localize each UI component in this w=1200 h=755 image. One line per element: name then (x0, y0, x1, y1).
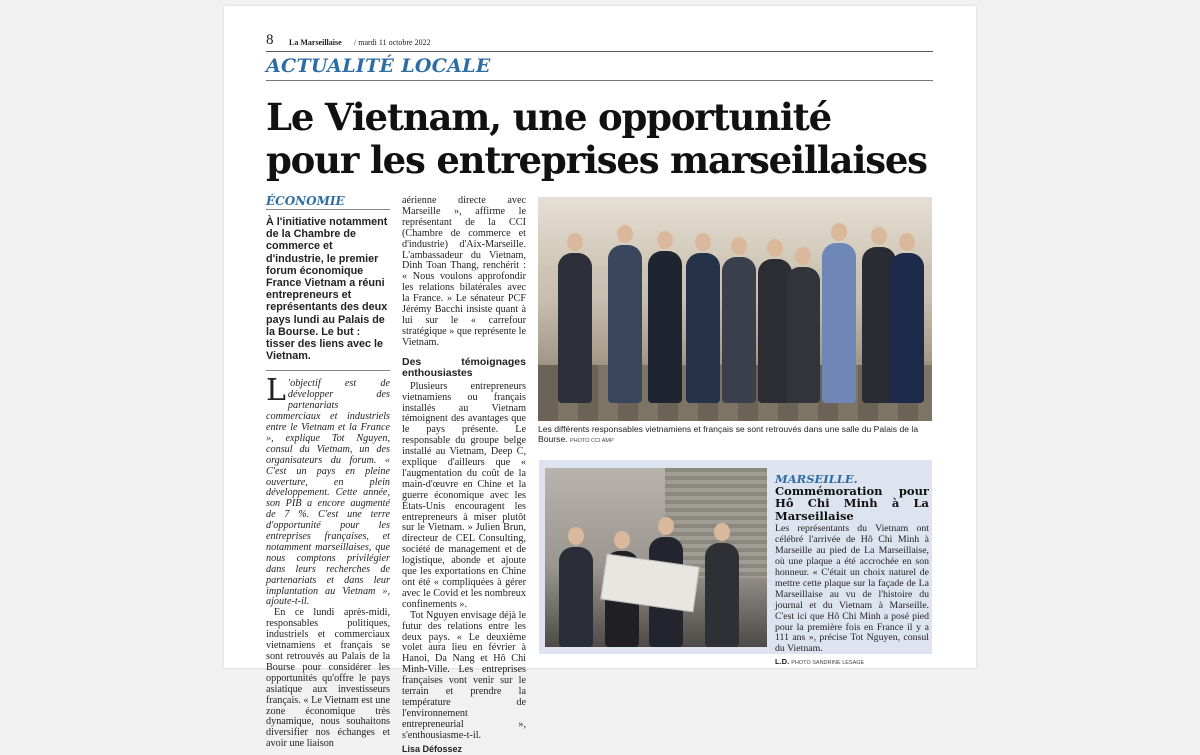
article-column-2 (402, 195, 526, 754)
person-silhouette (608, 245, 642, 403)
issue-date: / mardi 11 octobre 2022 (354, 38, 431, 47)
article-paragraph-4: Plusieurs entrepreneurs vietnamiens ou français installés au Vietnam témoignent des avantages que le pays présente. Le responsable du groupe belge installé au Vietnam, Deep C, explique d'ailleurs que « l'augmentation du coût de la main-d'œuvre en Chine et la guerre économique avec les États-Unis encouragent les entrepreneurs à miser plutôt sur le Vietnam. » Julien Brun, directeur de CEL Consulting, société de management et de logistique, abonde et ajoute que les exportations en Chine ont été « compliquées à gérer avec le Covid et les nombreux confinements ». (402, 380, 526, 610)
headline (266, 96, 946, 182)
person-silhouette (890, 253, 924, 403)
sidebar-box (539, 460, 932, 667)
article-paragraph-3: aérienne directe avec Marseille », affirme le représentant de la CCI (Chambre de commerce et d'industrie) d'Aix-Marseille. L'ambassadeur du Vietnam, Dinh Toan Thang, renchérit : « Nous voulons approfondir les relations bilatérales avec la France. » Le sénateur PCF Jérémy Bacchi insiste quant à lui sur le « carrefour stratégique » que représente le Vietnam. (402, 195, 526, 348)
person-silhouette (786, 267, 820, 403)
photo-credit: PHOTO CCI AMP (570, 438, 614, 444)
commemoration-photo (545, 468, 767, 647)
sidebar-body: Les représentants du Vietnam ont célébré l'arrivée de Hô Chi Minh à Marseille au pied de La Marseillaise, où une plaque a été accrochée en son honneur. « C'était un choix naturel de mettre cette plaque sur la façade de La Marseillaise au vu de l'histoire du journal et du Vietnam à Marseille. C'est ici que Hô Chi Minh a posé pied pour la première fois en France il y a 111 ans », précise Tot Nguyen, consul du Vietnam. (775, 523, 929, 655)
article-chapo: À l'initiative notamment de la Chambre de commerce et d'industrie, le premier forum économique France Vietnam a réuni entrepreneurs et représentants des deux pays lundi au Palais de la Bourse. Le but : tisser des liens avec le Vietnam. (266, 216, 390, 371)
article-paragraph-5: Tot Nguyen envisage déjà le futur des relations entre les deux pays. « Le deuxième volet aura lieu en février à Hanoi, Da Nang et Hô Chi Minh-Ville. Les entreprises françaises vont venir sur le terrain et prendre la température de l'environnement entrepreneurial », s'enthousiasme-t-il. (402, 609, 526, 741)
sidebar-signature: L.D. PHOTO SANDRINE LESAGE (775, 657, 865, 667)
person-silhouette (722, 257, 756, 403)
section-title: ACTUALITÉ LOCALE (266, 55, 491, 77)
sidebar-photo-credit: PHOTO SANDRINE LESAGE (791, 660, 865, 667)
caption-text: Les différents responsables vietnamiens et français se sont retrouvés dans une salle du Palais de la Bourse. (538, 424, 919, 444)
group-photo (538, 197, 932, 421)
person-silhouette (648, 251, 682, 403)
article-kicker: ÉCONOMIE (266, 196, 390, 210)
article-author: Lisa Défossez (402, 743, 463, 754)
headline-line-1: Le Vietnam, une opportunité (266, 95, 831, 139)
person-silhouette (558, 253, 592, 403)
page-header (266, 34, 933, 52)
headline-line-2: pour les entreprises marseillaises (266, 138, 927, 182)
sidebar-text (775, 474, 929, 669)
section-banner (266, 54, 933, 81)
person-silhouette (705, 543, 739, 647)
paper-name: La Marseillaise (289, 38, 342, 47)
article-paragraph-2: En ce lundi après-midi, responsables politiques, industriels et commerciaux vietnamiens et français se sont retrouvés au Palais de la Bourse pour considérer les opportunités qu'offre le pays asiatique aux investisseurs français. « Le Vietnam est une zone économique très dynamique, nous souhaitons diversifier nos échanges et avoir une liaison (266, 607, 390, 750)
sidebar-title: Commémoration pour Hô Chi Minh à La Marseillaise (775, 483, 929, 523)
article-paragraph-1: L 'objectif est de développer des partenariats commerciaux et industriels entre le Vietnam et la France », explique Tot Nguyen, consul du Vietnam, un des organisateurs du forum. « C'est un pays en pleine ouverture, en plein développement. Cette année, son PIB a encore augmenté de 7 %. C'est une terre d'opportunité pour les entreprises françaises, et notamment marseillaises, que nous comptons privilégier dans leurs recherches de partenariats et dans leur implantation au Vietnam », ajoute-t-il. (266, 373, 390, 608)
article-subhead: Des témoignages enthousiastes (402, 355, 526, 380)
photo-caption (538, 424, 932, 446)
newspaper-page (224, 6, 976, 754)
person-silhouette (822, 243, 856, 403)
article-column-1 (266, 194, 390, 750)
dropcap: L (266, 373, 286, 409)
person-silhouette (686, 253, 720, 403)
page-number: 8 (266, 32, 274, 48)
sidebar-section: MARSEILLE. (775, 472, 858, 486)
person-silhouette (559, 547, 593, 647)
